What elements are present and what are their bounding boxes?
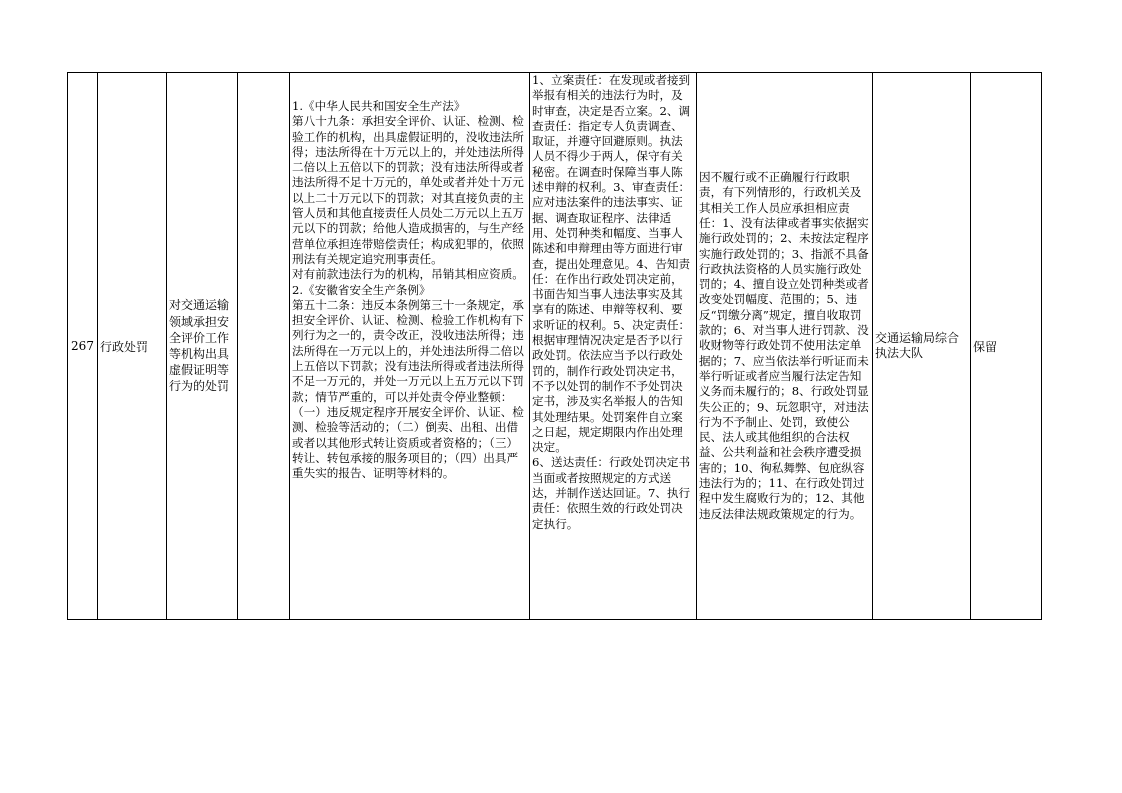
remark: 保留 (973, 339, 998, 354)
duty-cell (530, 73, 697, 620)
accountability-text: 因不履行或不正确履行行政职责，有下列情形的，行政机关及其相关工作人员应承担相应责任：1、没有法律或者事实依据实施行政处罚的；2、未按法定程序实施行政处罚的；3、指派不具备行政执法资格的人员实施行政处罚的；4、擅自设立处罚种类或者改变处罚幅度、范围的；5、违反“罚缴分离”规定，擅自收取罚款的；6、对当事人进行罚款、没收财物等行政处罚不使用法定单据的；7、应当依法举行听证而未举行听证或者应当履行法定告知义务而未履行的；8、行政处罚显失公正的；9、玩忽职守，对违法行为不予制止、处罚，致使公民、法人或其他组织的合法权益、公共利益和社会秩序遭受损害的；10、徇私舞弊、包庇纵容违法行为的；11、在行政处罚过程中发生腐败行为的；12、其他违反法律法规政策规定的行为。 (699, 170, 869, 521)
serial-number: 267 (71, 339, 94, 353)
sub-item-cell (238, 73, 290, 620)
serial-number-cell (68, 73, 98, 620)
power-list-table (67, 72, 1042, 620)
remark-cell (971, 73, 1042, 620)
implementing-unit-cell (873, 73, 971, 620)
legal-basis-cell (290, 73, 530, 620)
power-category: 行政处罚 (100, 339, 149, 354)
item-name-cell (167, 73, 238, 620)
implementing-unit: 交通运输局综合执法大队 (875, 330, 960, 360)
accountability-cell (697, 73, 873, 620)
table-row (68, 73, 1042, 620)
item-name: 对交通运输领域承担安全评价工作等机构出具虚假证明等行为的处罚 (169, 298, 230, 394)
legal-basis-text: 1.《中华人民共和国安全生产法》 第八十九条：承担安全评价、认证、检测、检验工作的机构，出具虚假证明的，没收违法所得；违法所得在十万元以上的，并处违法所得二倍以上五倍以下的罚款；没有违法所得或者违法所得不足十万元的，单处或者并处十万元以上二十万元以下的罚款；对其直接负责的主管人员和其他直接责任人员处二万元以上五万元以下的罚款；给他人造成损害的，与生产经营单位承担连带赔偿责任；构成犯罪的，依照刑法有关规定追究刑事责任。 对有前款违法行为的机构，吊销其相应资质。 2.《安徽省安全生产条例》 第五十二条：违反本条例第三十一条规定，承担安全评价、认证、检测、检验工作机构有下列行为之一的，责令改正，没收违法所得；违法所得在一万元以上的，并处违法所得二倍以上五倍以下罚款；没有违法所得或者违法所得不足一万元的，并处一万元以上五万元以下罚款；情节严重的，可以并处责令停业整顿：（一）违反规定程序开展安全评价、认证、检测、检验等活动的；（二）倒卖、出租、出借或者以其他形式转让资质或者资格的；（三）转让、转包承接的服务项目的；（四）出具严重失实的报告、证明等材料的。 (292, 99, 524, 481)
duty-text: 1、立案责任：在发现或者接到举报有相关的违法行为时，及时审查，决定是否立案。2、调查责任：指定专人负责调查、取证，并遵守回避原则。执法人员不得少于两人，保守有关秘密。在调查时保障当事人陈述申辩的权利。3、审查责任：应对违法案件的违法事实、证据、调查取证程序、法律适用、处罚种类和幅度、当事人陈述和申辩理由等方面进行审查，提出处理意见。4、告知责任：在作出行政处罚决定前，书面告知当事人违法事实及其享有的陈述、申辩等权利、要求听证的权利。5、决定责任：根据审理情况决定是否予以行政处罚。依法应当予以行政处罚的，制作行政处罚决定书，不予以处罚的制作不予处罚决定书，涉及实名举报人的告知其处理结果。处罚案件自立案之日起，规定期限内作出处理决定。 6、送达责任：行政处罚决定书当面或者按照规定的方式送达，并制作送达回证。7、执行责任：依照生效的行政处罚决定执行。 (532, 73, 691, 531)
power-category-cell (98, 73, 167, 620)
